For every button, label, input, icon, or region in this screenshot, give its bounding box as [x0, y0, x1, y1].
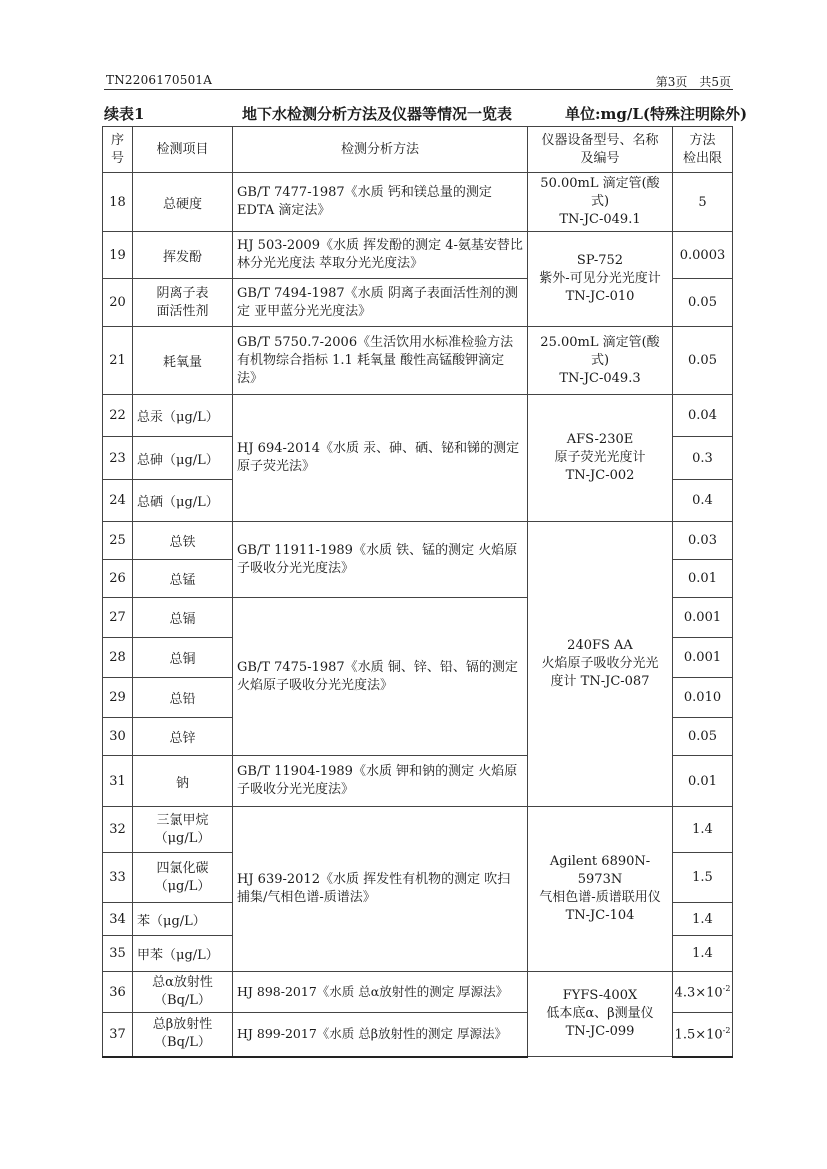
row-limit: 0.001 [673, 638, 733, 678]
table-row [103, 327, 733, 395]
row-number: 24 [103, 480, 133, 522]
row-number: 29 [103, 678, 133, 718]
row-limit: 0.05 [673, 718, 733, 756]
row-limit: 0.001 [673, 598, 733, 638]
table-row [103, 522, 733, 560]
row-method: GB/T 7494-1987《水质 阴离子表面活性剂的测定 亚甲蓝分光光度法》 [233, 279, 528, 327]
row-limit: 1.4 [673, 903, 733, 936]
row-item: 三氯甲烷 （μg/L） [133, 807, 233, 853]
row-limit: $1.5\times 10^{-2}$ [673, 1013, 733, 1057]
row-method: GB/T 11904-1989《水质 钾和钠的测定 火焰原子吸收分光光度法》 [233, 756, 528, 807]
col-header-item: 检测项目 [133, 127, 233, 173]
row-item: 总锌 [133, 718, 233, 756]
row-method: HJ 694-2014《水质 汞、砷、硒、铋和锑的测定 原子荧光法》 [233, 395, 528, 522]
row-method: GB/T 5750.7-2006《生活饮用水标准检验方法 有机物综合指标 1.1 耗氧量 酸性高锰酸钾滴定法》 [233, 327, 528, 395]
col-header-instrument: 仪器设备型号、名称 及编号 [528, 127, 673, 173]
row-item: 总硬度 [133, 173, 233, 232]
row-number: 26 [103, 560, 133, 598]
col-header-limit: 方法 检出限 [673, 127, 733, 173]
row-number: 37 [103, 1013, 133, 1057]
row-limit: 0.01 [673, 756, 733, 807]
row-instrument: 25.00mL 滴定管(酸式) TN-JC-049.3 [528, 327, 673, 395]
row-item: 总铜 [133, 638, 233, 678]
row-method: GB/T 7477-1987《水质 钙和镁总量的测定 EDTA 滴定法》 [233, 173, 528, 232]
table-row [103, 232, 733, 279]
row-number: 34 [103, 903, 133, 936]
row-limit: 1.5 [673, 853, 733, 903]
row-method: HJ 898-2017《水质 总α放射性的测定 厚源法》 [233, 972, 528, 1013]
row-limit: 0.05 [673, 327, 733, 395]
table-row [103, 807, 733, 853]
row-number: 33 [103, 853, 133, 903]
row-limit: 0.0003 [673, 232, 733, 279]
table-row [103, 972, 733, 1013]
row-instrument: AFS-230E 原子荧光光度计 TN-JC-002 [528, 395, 673, 522]
row-limit: 0.010 [673, 678, 733, 718]
table-row [103, 173, 733, 232]
row-limit: 0.01 [673, 560, 733, 598]
continued-table-label: 续表1 [104, 105, 145, 123]
row-number: 20 [103, 279, 133, 327]
row-instrument: 240FS AA 火焰原子吸收分光光 度计 TN-JC-087 [528, 522, 673, 807]
row-limit: 0.04 [673, 395, 733, 437]
header-rule [104, 89, 733, 90]
row-number: 35 [103, 936, 133, 972]
report-number: TN2206170501A [106, 73, 213, 87]
row-item: 总α放射性 （Bq/L） [133, 972, 233, 1013]
row-limit: 1.4 [673, 936, 733, 972]
col-header-no: 序号 [103, 127, 133, 173]
row-limit: 1.4 [673, 807, 733, 853]
table-header-row [103, 127, 733, 173]
row-limit: 0.05 [673, 279, 733, 327]
row-item: 总硒（μg/L） [133, 480, 233, 522]
row-number: 30 [103, 718, 133, 756]
row-limit: $4.3\times 10^{-2}$ [673, 972, 733, 1013]
row-instrument: SP-752 紫外-可见分光光度计 TN-JC-010 [528, 232, 673, 327]
row-instrument: 50.00mL 滴定管(酸式) TN-JC-049.1 [528, 173, 673, 232]
col-header-method: 检测分析方法 [233, 127, 528, 173]
row-item: 总铅 [133, 678, 233, 718]
row-method: HJ 899-2017《水质 总β放射性的测定 厚源法》 [233, 1013, 528, 1057]
row-number: 25 [103, 522, 133, 560]
row-item: 总砷（μg/L） [133, 437, 233, 480]
row-number: 31 [103, 756, 133, 807]
row-item: 总铁 [133, 522, 233, 560]
row-method: GB/T 11911-1989《水质 铁、锰的测定 火焰原子吸收分光光度法》 [233, 522, 528, 598]
table-row [103, 395, 733, 437]
row-instrument: FYFS-400X 低本底α、β测量仪 TN-JC-099 [528, 972, 673, 1057]
row-item: 挥发酚 [133, 232, 233, 279]
unit-note: 单位:mg/L(特殊注明除外) [565, 105, 748, 123]
row-number: 19 [103, 232, 133, 279]
row-method: GB/T 7475-1987《水质 铜、锌、铅、镉的测定 火焰原子吸收分光光度法》 [233, 598, 528, 756]
row-item: 总β放射性 （Bq/L） [133, 1013, 233, 1057]
row-method: HJ 503-2009《水质 挥发酚的测定 4-氨基安替比林分光光度法 萃取分光光度法》 [233, 232, 528, 279]
method-table [102, 126, 733, 1058]
row-limit: 0.3 [673, 437, 733, 480]
table-title: 地下水检测分析方法及仪器等情况一览表 [242, 105, 513, 123]
page-indicator: 第3页 共5页 [655, 75, 731, 89]
row-instrument: Agilent 6890N-5973N 气相色谱-质谱联用仪 TN-JC-104 [528, 807, 673, 972]
row-number: 28 [103, 638, 133, 678]
row-item: 甲苯（μg/L） [133, 936, 233, 972]
row-number: 22 [103, 395, 133, 437]
row-number: 36 [103, 972, 133, 1013]
row-number: 23 [103, 437, 133, 480]
row-item: 四氯化碳 （μg/L） [133, 853, 233, 903]
row-item: 总汞（μg/L） [133, 395, 233, 437]
row-limit: 5 [673, 173, 733, 232]
row-number: 27 [103, 598, 133, 638]
row-limit: 0.03 [673, 522, 733, 560]
row-method: HJ 639-2012《水质 挥发性有机物的测定 吹扫捕集/气相色谱-质谱法》 [233, 807, 528, 972]
row-item: 总锰 [133, 560, 233, 598]
row-item: 钠 [133, 756, 233, 807]
row-item: 总镉 [133, 598, 233, 638]
row-number: 18 [103, 173, 133, 232]
row-item: 阴离子表 面活性剂 [133, 279, 233, 327]
row-limit: 0.4 [673, 480, 733, 522]
row-number: 32 [103, 807, 133, 853]
row-number: 21 [103, 327, 133, 395]
row-item: 苯（μg/L） [133, 903, 233, 936]
row-item: 耗氧量 [133, 327, 233, 395]
